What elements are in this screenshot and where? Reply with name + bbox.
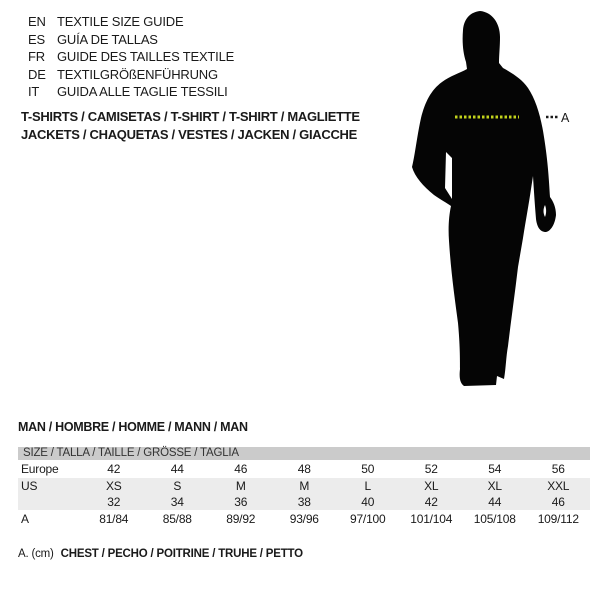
- language-label: TEXTILGRÖßENFÜHRUNG: [57, 66, 218, 82]
- size-cell: 34: [170, 495, 184, 509]
- language-code: EN: [28, 14, 46, 30]
- size-cell: 101/104: [410, 512, 453, 526]
- footnote-text: CHEST / PECHO / POITRINE / TRUHE / PETTO: [60, 548, 303, 560]
- footnote-prefix: A. (cm): [18, 548, 54, 560]
- size-cell: 56: [551, 462, 565, 476]
- size-cell: 46: [551, 495, 565, 509]
- language-code: ES: [28, 31, 45, 47]
- size-cell: 97/100: [349, 512, 386, 526]
- language-label: TEXTILE SIZE GUIDE: [57, 14, 184, 30]
- section-title-man: MAN / HOMBRE / HOMME / MANN / MAN: [18, 420, 248, 434]
- table-row-numeric: [18, 494, 590, 510]
- size-cell: 109/112: [537, 512, 579, 526]
- size-cell: 93/96: [289, 512, 319, 526]
- size-cell: 44: [170, 462, 184, 476]
- size-cell: 105/108: [473, 512, 516, 526]
- size-cell: 52: [424, 462, 438, 476]
- language-label: GUIDE DES TAILLES TEXTILE: [57, 49, 235, 65]
- size-cell: 81/84: [99, 512, 129, 526]
- measure-label-a: A: [561, 111, 570, 125]
- size-cell: M: [299, 479, 310, 493]
- size-cell: XXL: [547, 479, 570, 493]
- language-code: DE: [28, 66, 46, 82]
- language-row: [28, 31, 234, 49]
- language-code: IT: [28, 84, 40, 100]
- language-row: [28, 66, 234, 84]
- size-cell: 50: [361, 462, 375, 476]
- garment-type-line-jackets: JACKETS / CHAQUETAS / VESTES / JACKEN / GIACCHE: [21, 127, 357, 142]
- size-cell: L: [364, 479, 371, 493]
- size-cell: XL: [487, 479, 502, 493]
- row-label: A: [21, 512, 29, 526]
- size-cell: 54: [488, 462, 502, 476]
- row-label: Europe: [21, 462, 59, 476]
- size-cell: 42: [424, 495, 438, 509]
- size-cell: 46: [234, 462, 248, 476]
- row-label: US: [21, 479, 38, 493]
- size-cell: 36: [234, 495, 248, 509]
- language-label: GUIDA ALLE TAGLIE TESSILI: [57, 84, 228, 100]
- size-cell: 32: [107, 495, 121, 509]
- size-table-header: SIZE / TALLA / TAILLE / GRÖSSE / TAGLIA: [18, 447, 590, 460]
- table-row-chest: [18, 510, 590, 528]
- size-cell: M: [235, 479, 246, 493]
- language-row: [28, 13, 234, 31]
- language-code: FR: [28, 49, 45, 65]
- size-cell: 38: [297, 495, 311, 509]
- table-row-us: [18, 478, 590, 494]
- language-title-block: [28, 13, 234, 101]
- size-cell: 44: [488, 495, 502, 509]
- size-cell: 89/92: [226, 512, 256, 526]
- man-silhouette-figure: [400, 5, 600, 395]
- language-label: GUÍA DE TALLAS: [57, 31, 158, 47]
- size-cell: 48: [297, 462, 311, 476]
- size-cell: S: [173, 479, 182, 493]
- size-table: [18, 447, 590, 528]
- size-cell: 42: [107, 462, 121, 476]
- language-row: [28, 83, 234, 101]
- size-cell: 40: [361, 495, 375, 509]
- man-silhouette: [412, 11, 556, 386]
- footnote-chest: [18, 548, 303, 560]
- size-cell: XS: [105, 479, 122, 493]
- garment-type-block: [21, 108, 360, 144]
- garment-type-line-tshirts: T-SHIRTS / CAMISETAS / T-SHIRT / T-SHIRT / MAGLIETTE: [21, 109, 360, 124]
- size-cell: 85/88: [162, 512, 192, 526]
- size-cell: XL: [424, 479, 439, 493]
- language-row: [28, 48, 234, 66]
- table-row-europe: [18, 460, 590, 478]
